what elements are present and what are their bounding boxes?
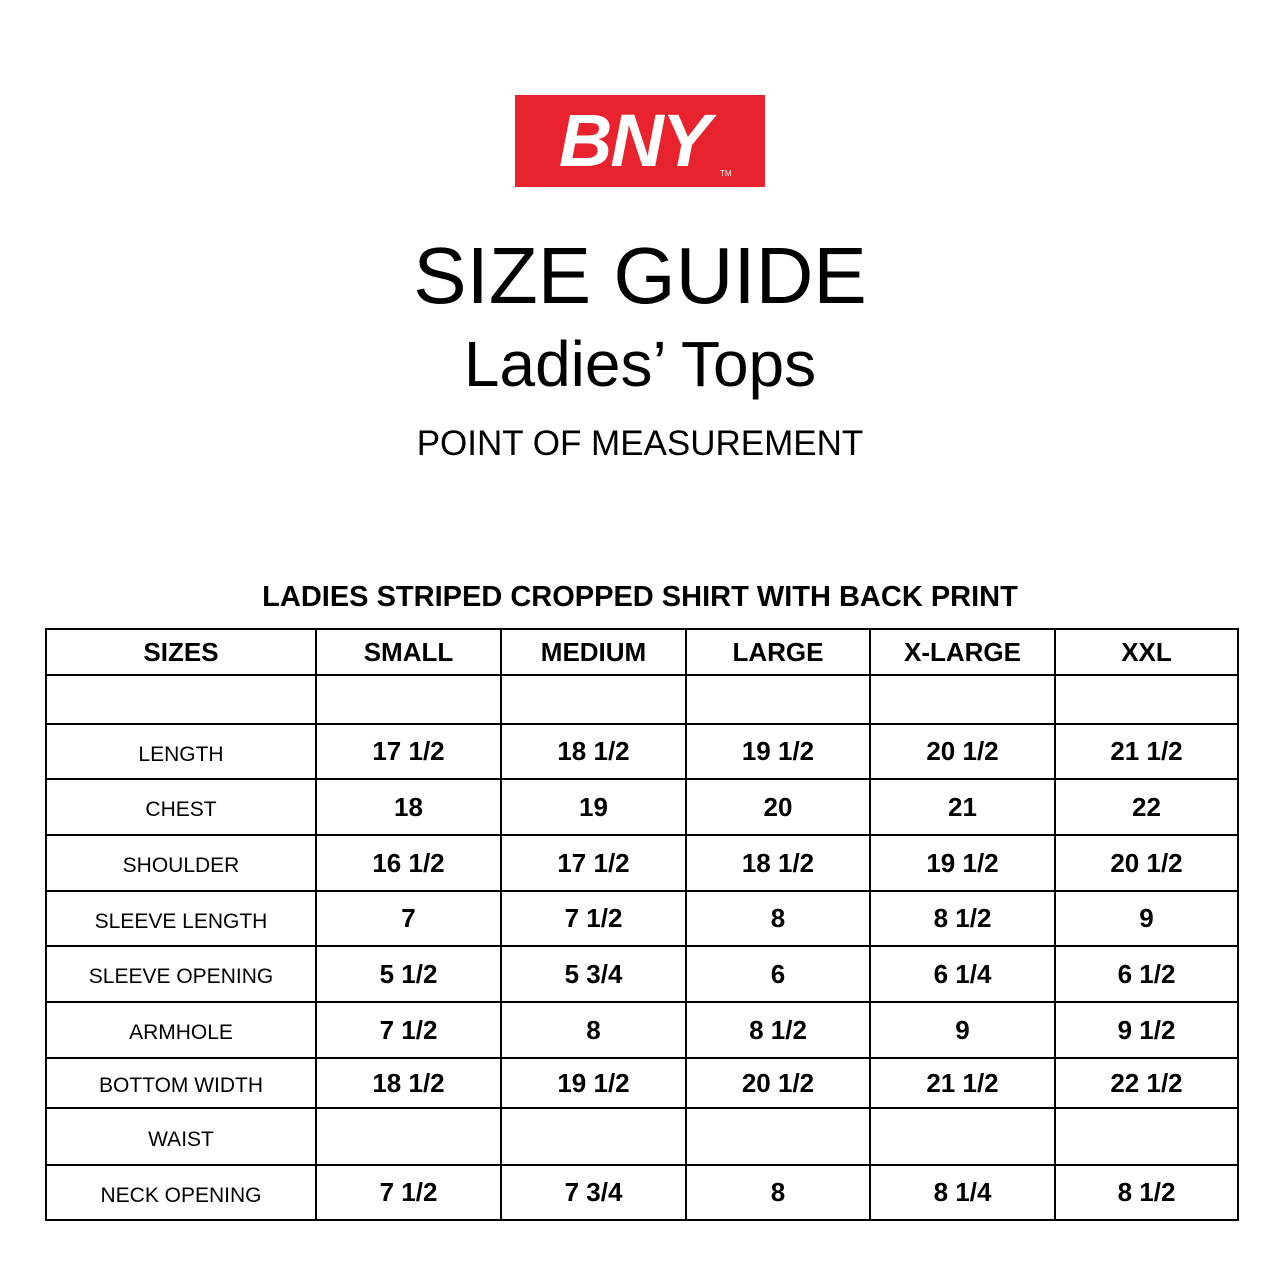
table-cell: [686, 675, 870, 724]
table-cell: 7 1/2: [316, 1002, 501, 1058]
table-cell: 8 1/2: [1055, 1165, 1238, 1220]
row-label: SLEEVE OPENING: [46, 946, 316, 1002]
table-cell: [686, 1108, 870, 1165]
table-cell: 20 1/2: [1055, 835, 1238, 891]
table-cell: 19: [501, 779, 686, 835]
table-cell: [870, 1108, 1055, 1165]
table-cell: [1055, 1108, 1238, 1165]
table-cell: 7 1/2: [316, 1165, 501, 1220]
table-cell: 5 1/2: [316, 946, 501, 1002]
table-cell: 19 1/2: [686, 724, 870, 779]
row-label: NECK OPENING: [46, 1165, 316, 1220]
table-cell: 8: [501, 1002, 686, 1058]
row-label: BOTTOM WIDTH: [46, 1058, 316, 1108]
table-cell: 8 1/2: [870, 891, 1055, 946]
product-title: LADIES STRIPED CROPPED SHIRT WITH BACK PRINT: [262, 581, 1018, 613]
header-cell-medium: MEDIUM: [501, 629, 686, 675]
table-cell: 20: [686, 779, 870, 835]
table-cell: [316, 1108, 501, 1165]
table-cell: 8: [686, 891, 870, 946]
table-row-waist: [46, 1108, 1238, 1165]
row-label: ARMHOLE: [46, 1002, 316, 1058]
table-cell: 5 3/4: [501, 946, 686, 1002]
header-cell-x-large: X-LARGE: [870, 629, 1055, 675]
table-cell: [316, 675, 501, 724]
table-cell: 22 1/2: [1055, 1058, 1238, 1108]
table-cell: 9: [1055, 891, 1238, 946]
row-label: SLEEVE LENGTH: [46, 891, 316, 946]
table-cell: 8 1/4: [870, 1165, 1055, 1220]
table-cell: 19 1/2: [501, 1058, 686, 1108]
table-cell: 16 1/2: [316, 835, 501, 891]
header-cell-large: LARGE: [686, 629, 870, 675]
trademark-symbol: TM: [720, 169, 732, 178]
table-cell: 18 1/2: [316, 1058, 501, 1108]
table-row-sleeve-opening: [46, 946, 1238, 1002]
table-row-bottom-width: [46, 1058, 1238, 1108]
header-cell-xxl: XXL: [1055, 629, 1238, 675]
table-cell: 18: [316, 779, 501, 835]
page-subtitle: Ladies’ Tops: [463, 328, 817, 400]
table-cell: 9 1/2: [1055, 1002, 1238, 1058]
table-cell: [1055, 675, 1238, 724]
table-cell: 21 1/2: [870, 1058, 1055, 1108]
table-cell: 8 1/2: [686, 1002, 870, 1058]
measurement-heading: POINT OF MEASUREMENT: [416, 424, 864, 463]
table-row-blank: [46, 675, 1238, 724]
table-cell: 6 1/2: [1055, 946, 1238, 1002]
table-row-shoulder: [46, 835, 1238, 891]
table-cell: 9: [870, 1002, 1055, 1058]
table-cell: [870, 675, 1055, 724]
table-cell: 18 1/2: [686, 835, 870, 891]
table-cell: 21: [870, 779, 1055, 835]
header-cell-sizes: SIZES: [46, 629, 316, 675]
table-header-row: [46, 629, 1238, 675]
table-row-length: [46, 724, 1238, 779]
table-cell: 7 1/2: [501, 891, 686, 946]
table-row-sleeve-length: [46, 891, 1238, 946]
row-label: SHOULDER: [46, 835, 316, 891]
table-cell: [501, 675, 686, 724]
row-label: LENGTH: [46, 724, 316, 779]
table-cell: 6 1/4: [870, 946, 1055, 1002]
table-cell: [501, 1108, 686, 1165]
table-cell: 17 1/2: [501, 835, 686, 891]
table-cell: 18 1/2: [501, 724, 686, 779]
table-cell: 19 1/2: [870, 835, 1055, 891]
table-cell: 21 1/2: [1055, 724, 1238, 779]
table-row-chest: [46, 779, 1238, 835]
table-row-armhole: [46, 1002, 1238, 1058]
header-cell-small: SMALL: [316, 629, 501, 675]
table-cell: 8: [686, 1165, 870, 1220]
row-label: [46, 675, 316, 724]
table-cell: 22: [1055, 779, 1238, 835]
row-label: WAIST: [46, 1108, 316, 1165]
brand-logo-text: BNY: [558, 99, 710, 182]
table-cell: 20 1/2: [686, 1058, 870, 1108]
page-title: SIZE GUIDE: [413, 231, 867, 320]
table-cell: 6: [686, 946, 870, 1002]
size-chart-table: [45, 628, 1239, 1221]
table-cell: 17 1/2: [316, 724, 501, 779]
row-label: CHEST: [46, 779, 316, 835]
table-cell: 20 1/2: [870, 724, 1055, 779]
table-row-neck-opening: [46, 1165, 1238, 1220]
table-cell: 7 3/4: [501, 1165, 686, 1220]
table-cell: 7: [316, 891, 501, 946]
